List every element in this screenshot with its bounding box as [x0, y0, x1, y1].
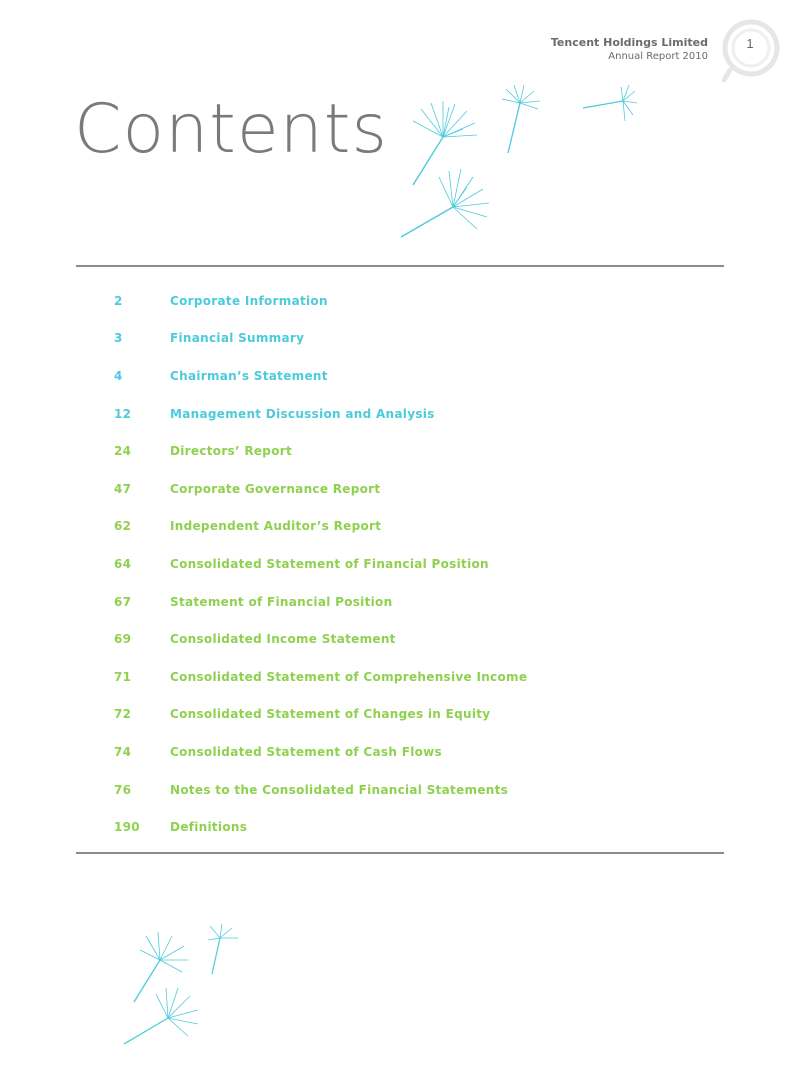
toc-entry-label[interactable]: Consolidated Statement of Cash Flows: [170, 744, 442, 759]
toc-page-number: 190: [114, 820, 140, 835]
toc-page-number: 62: [114, 519, 132, 534]
page-number: 1: [746, 36, 754, 51]
toc-entry[interactable]: [76, 357, 724, 395]
toc-entry[interactable]: [76, 395, 724, 433]
toc-page-number: 12: [114, 406, 132, 421]
top-divider: [76, 265, 724, 267]
toc-page-number: 69: [114, 632, 132, 647]
toc-entry[interactable]: [76, 320, 724, 358]
toc-entry-label[interactable]: Notes to the Consolidated Financial Statements: [170, 782, 509, 797]
report-name: Annual Report 2010: [608, 51, 708, 62]
toc-entry[interactable]: [76, 432, 724, 470]
toc-entry-label[interactable]: Consolidated Statement of Financial Position: [170, 556, 489, 571]
toc-page-number: 76: [114, 782, 132, 797]
toc-entry-label[interactable]: Definitions: [170, 820, 248, 835]
toc-page-number: 24: [114, 444, 132, 459]
toc-page-number: 64: [114, 556, 132, 571]
toc-page-number: 4: [114, 368, 123, 383]
toc-entry-label[interactable]: Corporate Governance Report: [170, 481, 381, 496]
toc-page-number: 74: [114, 744, 132, 759]
toc-entry[interactable]: [76, 282, 724, 320]
page-title: Contents: [74, 90, 388, 169]
table-of-contents: [76, 282, 724, 846]
toc-entry[interactable]: [76, 658, 724, 696]
toc-entry-label[interactable]: Chairman’s Statement: [170, 368, 328, 383]
toc-entry[interactable]: [76, 545, 724, 583]
toc-entry[interactable]: [76, 508, 724, 546]
toc-page-number: 47: [114, 481, 132, 496]
toc-entry[interactable]: [76, 808, 724, 846]
toc-entry[interactable]: [76, 696, 724, 734]
toc-entry-label[interactable]: Consolidated Statement of Comprehensive Income: [170, 669, 528, 684]
dandelion-seed-icon: [120, 920, 260, 1050]
toc-entry-label[interactable]: Statement of Financial Position: [170, 594, 393, 609]
toc-page-number: 3: [114, 331, 123, 346]
toc-entry-label[interactable]: Directors’ Report: [170, 444, 292, 459]
toc-entry[interactable]: [76, 771, 724, 809]
toc-entry[interactable]: [76, 470, 724, 508]
bottom-divider: [76, 852, 724, 854]
toc-entry[interactable]: [76, 620, 724, 658]
toc-entry-label[interactable]: Management Discussion and Analysis: [170, 406, 435, 421]
toc-entry-label[interactable]: Independent Auditor’s Report: [170, 519, 382, 534]
toc-entry-label[interactable]: Financial Summary: [170, 331, 305, 346]
toc-page-number: 71: [114, 669, 132, 684]
toc-page-number: 72: [114, 707, 132, 722]
dandelion-seed-icon: [395, 85, 655, 245]
report-header: [551, 36, 708, 63]
toc-entry-label[interactable]: Consolidated Statement of Changes in Equity: [170, 707, 491, 722]
toc-page-number: 2: [114, 293, 123, 308]
company-name: Tencent Holdings Limited: [550, 36, 708, 49]
toc-entry-label[interactable]: Consolidated Income Statement: [170, 632, 396, 647]
toc-entry[interactable]: [76, 583, 724, 621]
toc-entry[interactable]: [76, 733, 724, 771]
toc-entry-label[interactable]: Corporate Information: [170, 293, 328, 308]
toc-page-number: 67: [114, 594, 132, 609]
